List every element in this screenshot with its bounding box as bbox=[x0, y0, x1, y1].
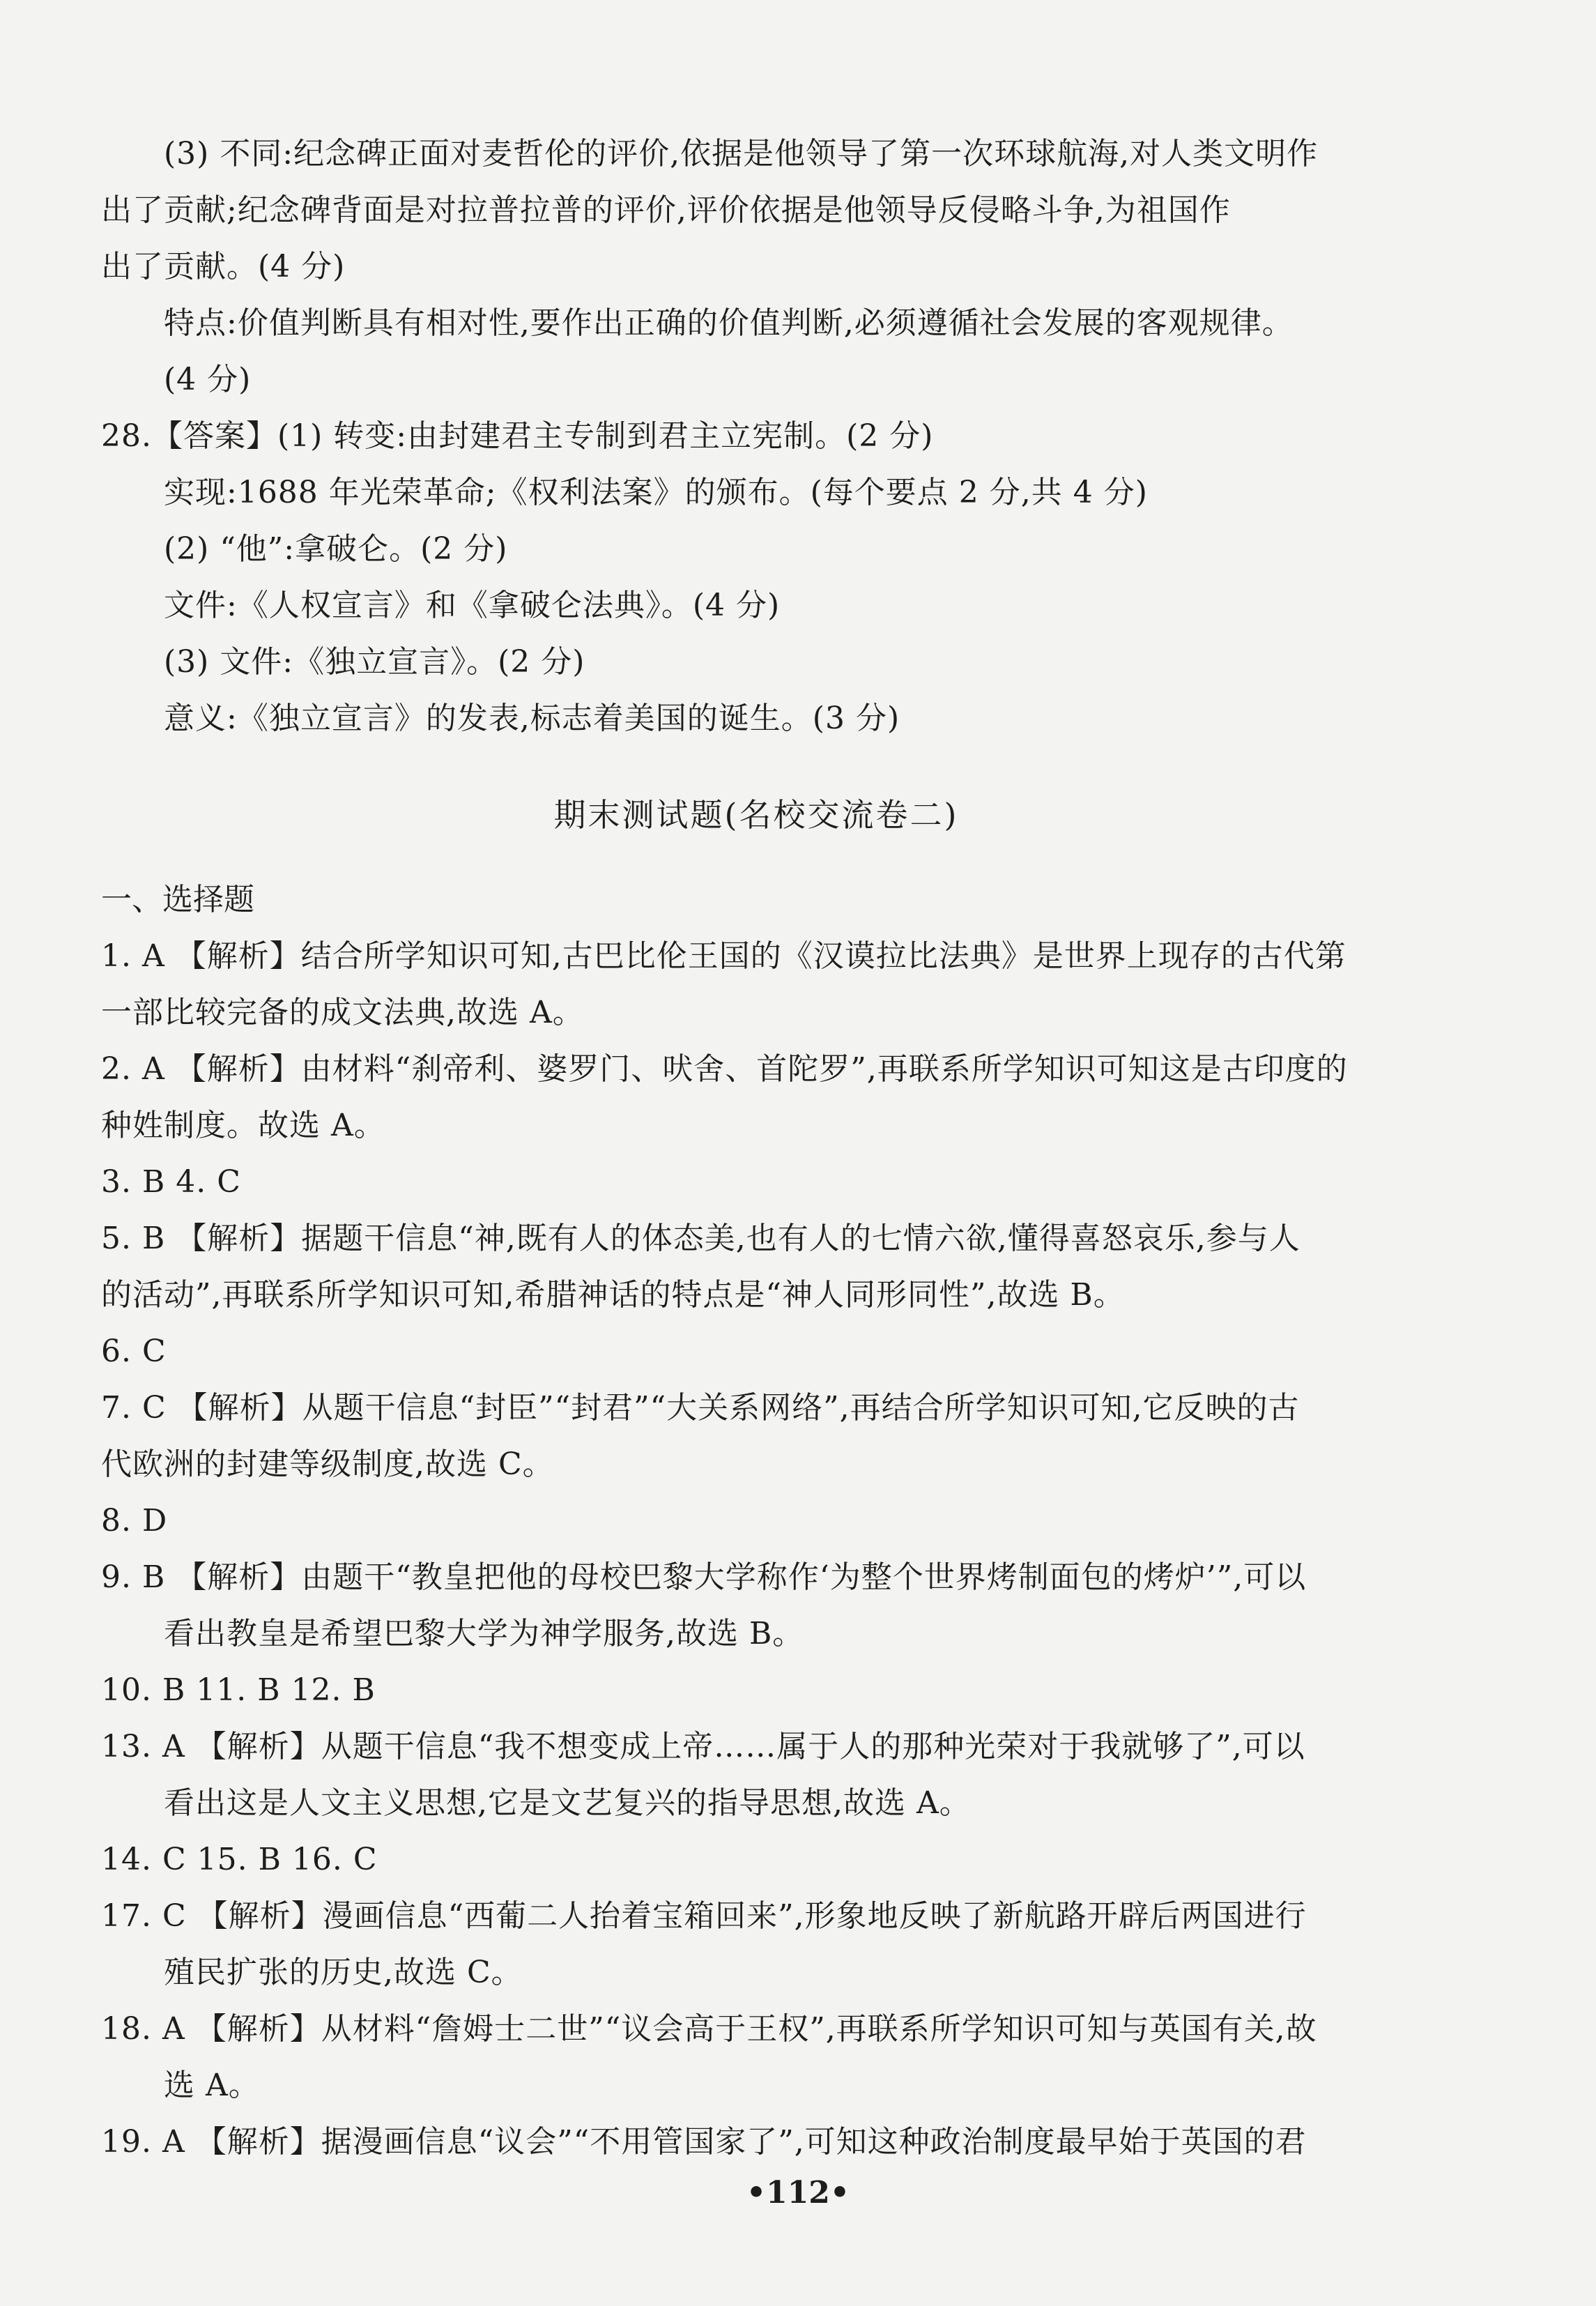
answer-line: 6. C bbox=[101, 1334, 167, 1369]
text-line: (3) 文件:《独立宣言》。(2 分) bbox=[164, 644, 585, 680]
answer-line: 看出这是人文主义思想,它是文艺复兴的指导思想,故选 A。 bbox=[164, 1785, 971, 1821]
answer-line: 9. B 【解析】由题干“教皇把他的母校巴黎大学称作‘为整个世界烤制面包的烤炉’”,可以 bbox=[101, 1559, 1307, 1595]
answer-line: 7. C 【解析】从题干信息“封臣”“封君”“大关系网络”,再结合所学知识可知,它反映的古 bbox=[101, 1390, 1300, 1426]
answer-line: 看出教皇是希望巴黎大学为神学服务,故选 B。 bbox=[164, 1616, 804, 1651]
answer-line: 3. B 4. C bbox=[101, 1164, 241, 1200]
page-content bbox=[101, 125, 1411, 2170]
text-line: 出了贡献。(4 分) bbox=[101, 249, 346, 284]
text-line: 实现:1688 年光荣革命;《权利法案》的颁布。(每个要点 2 分,共 4 分) bbox=[164, 475, 1148, 510]
answer-line: 2. A 【解析】由材料“刹帝利、婆罗门、吠舍、首陀罗”,再联系所学知识可知这是古印度的 bbox=[101, 1051, 1348, 1087]
text-line: (4 分) bbox=[164, 362, 252, 397]
answer-line: 18. A 【解析】从材料“詹姆士二世”“议会高于王权”,再联系所学知识可知与英国有关,故 bbox=[101, 2011, 1317, 2047]
answer-line: 选 A。 bbox=[164, 2068, 260, 2103]
answer-line: 14. C 15. B 16. C bbox=[101, 1842, 378, 1877]
answer-line: 的活动”,再联系所学知识可知,希腊神话的特点是“神人同形同性”,故选 B。 bbox=[101, 1277, 1125, 1313]
question-type-title: 一、选择题 bbox=[101, 882, 254, 917]
text-line: 出了贡献;纪念碑背面是对拉普拉普的评价,评价依据是他领导反侵略斗争,为祖国作 bbox=[101, 192, 1231, 228]
text-line: 28.【答案】(1) 转变:由封建君主专制到君主立宪制。(2 分) bbox=[101, 418, 934, 454]
answer-line: 殖民扩张的历史,故选 C。 bbox=[164, 1955, 523, 1990]
answer-line: 8. D bbox=[101, 1503, 168, 1538]
page-number: •112• bbox=[746, 2175, 850, 2210]
answer-line: 19. A 【解析】据漫画信息“议会”“不用管国家了”,可知这种政治制度最早始于英国的君 bbox=[101, 2124, 1307, 2160]
answer-line: 17. C 【解析】漫画信息“西葡二人抬着宝箱回来”,形象地反映了新航路开辟后两国进行 bbox=[101, 1898, 1307, 1934]
text-line: 意义:《独立宣言》的发表,标志着美国的诞生。(3 分) bbox=[164, 701, 900, 736]
section-heading: 期末测试题(名校交流卷二) bbox=[553, 796, 959, 834]
answer-line: 一部比较完备的成文法典,故选 A。 bbox=[101, 995, 584, 1030]
text-line: (2) “他”:拿破仑。(2 分) bbox=[164, 531, 508, 567]
answer-line: 10. B 11. B 12. B bbox=[101, 1672, 376, 1708]
answer-line: 代欧洲的封建等级制度,故选 C。 bbox=[101, 1446, 554, 1482]
text-line: 文件:《人权宣言》和《拿破仑法典》。(4 分) bbox=[164, 588, 781, 623]
answer-line: 13. A 【解析】从题干信息“我不想变成上帝……属于人的那种光荣对于我就够了”,可以 bbox=[101, 1729, 1305, 1764]
answer-line: 种姓制度。故选 A。 bbox=[101, 1108, 385, 1143]
answer-line: 5. B 【解析】据题干信息“神,既有人的体态美,也有人的七情六欲,懂得喜怒哀乐,参与人 bbox=[101, 1221, 1300, 1256]
text-line: (3) 不同:纪念碑正面对麦哲伦的评价,依据是他领导了第一次环球航海,对人类文明作 bbox=[164, 136, 1319, 171]
answer-line: 1. A 【解析】结合所学知识可知,古巴比伦王国的《汉谟拉比法典》是世界上现存的古代第 bbox=[101, 938, 1346, 974]
text-line: 特点:价值判断具有相对性,要作出正确的价值判断,必须遵循社会发展的客观规律。 bbox=[164, 305, 1294, 341]
